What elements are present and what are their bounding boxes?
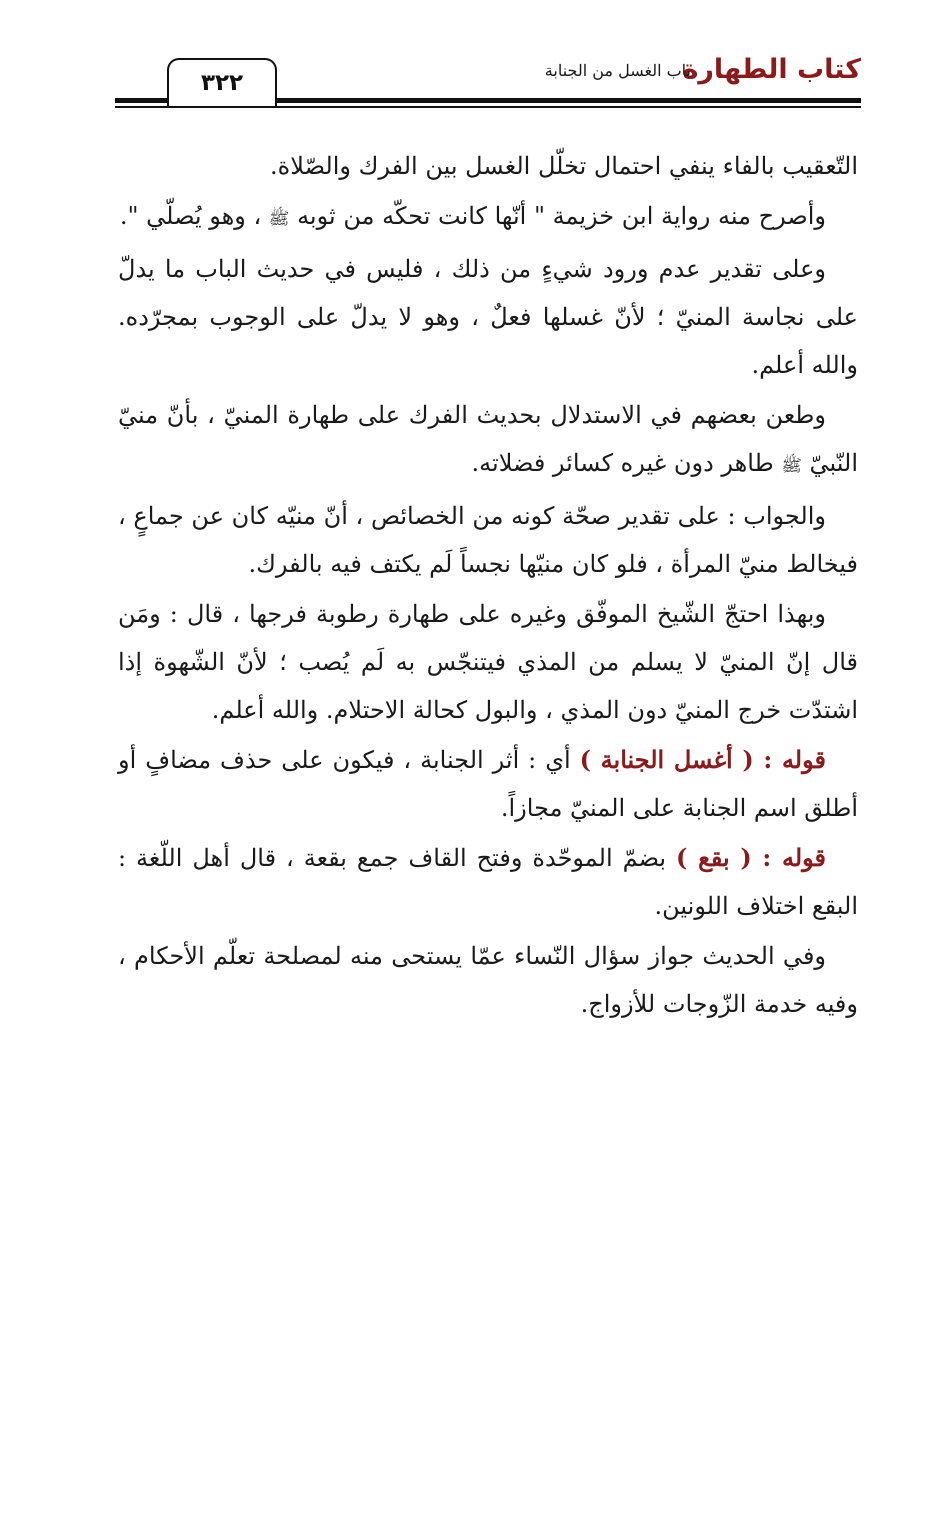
paragraph (118, 142, 858, 190)
page-body (118, 142, 858, 1030)
paragraph (118, 391, 858, 490)
paragraph-text: بضمّ الموحّدة وفتح القاف جمع بقعة ، قال أهل اللّغة : البقع اختلاف اللونين. (118, 844, 858, 920)
paragraph-text: التّعقيب بالفاء ينفي احتمال تخلّل الغسل بين الفرك والصّلاة. (270, 152, 858, 180)
paragraph-text: وعلى تقدير عدم ورود شيءٍ من ذلك ، فليس في حديث الباب ما يدلّ على نجاسة المنيّ ؛ لأنّ غسلها فعلٌ ، وهو لا يدلّ على الوجوب بمجرّده. والله أعلم. (118, 255, 858, 379)
paragraph (118, 834, 858, 930)
paragraph-text: طاهر دون غيره كسائر فضلاته. (471, 449, 782, 477)
book-title: كتاب الطهارة (682, 54, 861, 85)
salutation-symbol: ﷺ (781, 456, 802, 476)
paragraph (118, 736, 858, 832)
salutation-symbol: ﷺ (268, 209, 290, 229)
paragraph-text: ، وهو يُصلّي ". (119, 202, 269, 230)
paragraph (118, 245, 858, 389)
paragraph-text: وبهذا احتجّ الشّيخ الموفّق وغيره على طهارة رطوبة فرجها ، قال : ومَن قال إنّ المنيّ لا يسلم من المذي فيتنجّس به لَم يُصب ؛ لأنّ الشّهوة إذا اشتدّت خرج المنيّ دون المذي ، والبول كحالة الاحتلام. والله أعلم. (118, 600, 858, 724)
paragraph-text: والجواب : على تقدير صحّة كونه من الخصائص ، أنّ منيّه كان عن جماعٍ ، فيخالط منيّ المرأة ، فلو كان منيّها نجساً لَم يكتف فيه بالفرك. (118, 502, 858, 578)
paragraph-text: وأصرح منه رواية ابن خزيمة " أنّها كانت تحكّه من ثوبه (289, 202, 826, 230)
quoted-term: قوله : ( بقع ) (676, 843, 826, 872)
paragraph-text: وفي الحديث جواز سؤال النّساء عمّا يستحى منه لمصلحة تعلّم الأحكام ، وفيه خدمة الزّوجات للأزواج. (118, 942, 858, 1018)
paragraph (118, 492, 858, 588)
quoted-term: قوله : ( أغسل الجنابة ) (579, 745, 826, 774)
page-number: ٣٢٢ (167, 58, 277, 106)
paragraph-text: أي : أثر الجنابة ، فيكون على حذف مضافٍ أو أطلق اسم الجنابة على المنيّ مجازاً. (118, 746, 858, 822)
page-header (115, 40, 861, 112)
paragraph (118, 932, 858, 1028)
paragraph (118, 192, 858, 243)
paragraph (118, 590, 858, 734)
paragraph-text: وطعن بعضهم في الاستدلال بحديث الفرك على طهارة المنيّ ، بأنّ منيّ النّبيّ (118, 401, 858, 477)
header-rule-thin (115, 106, 861, 108)
chapter-title: باب الغسل من الجنابة (544, 61, 691, 80)
